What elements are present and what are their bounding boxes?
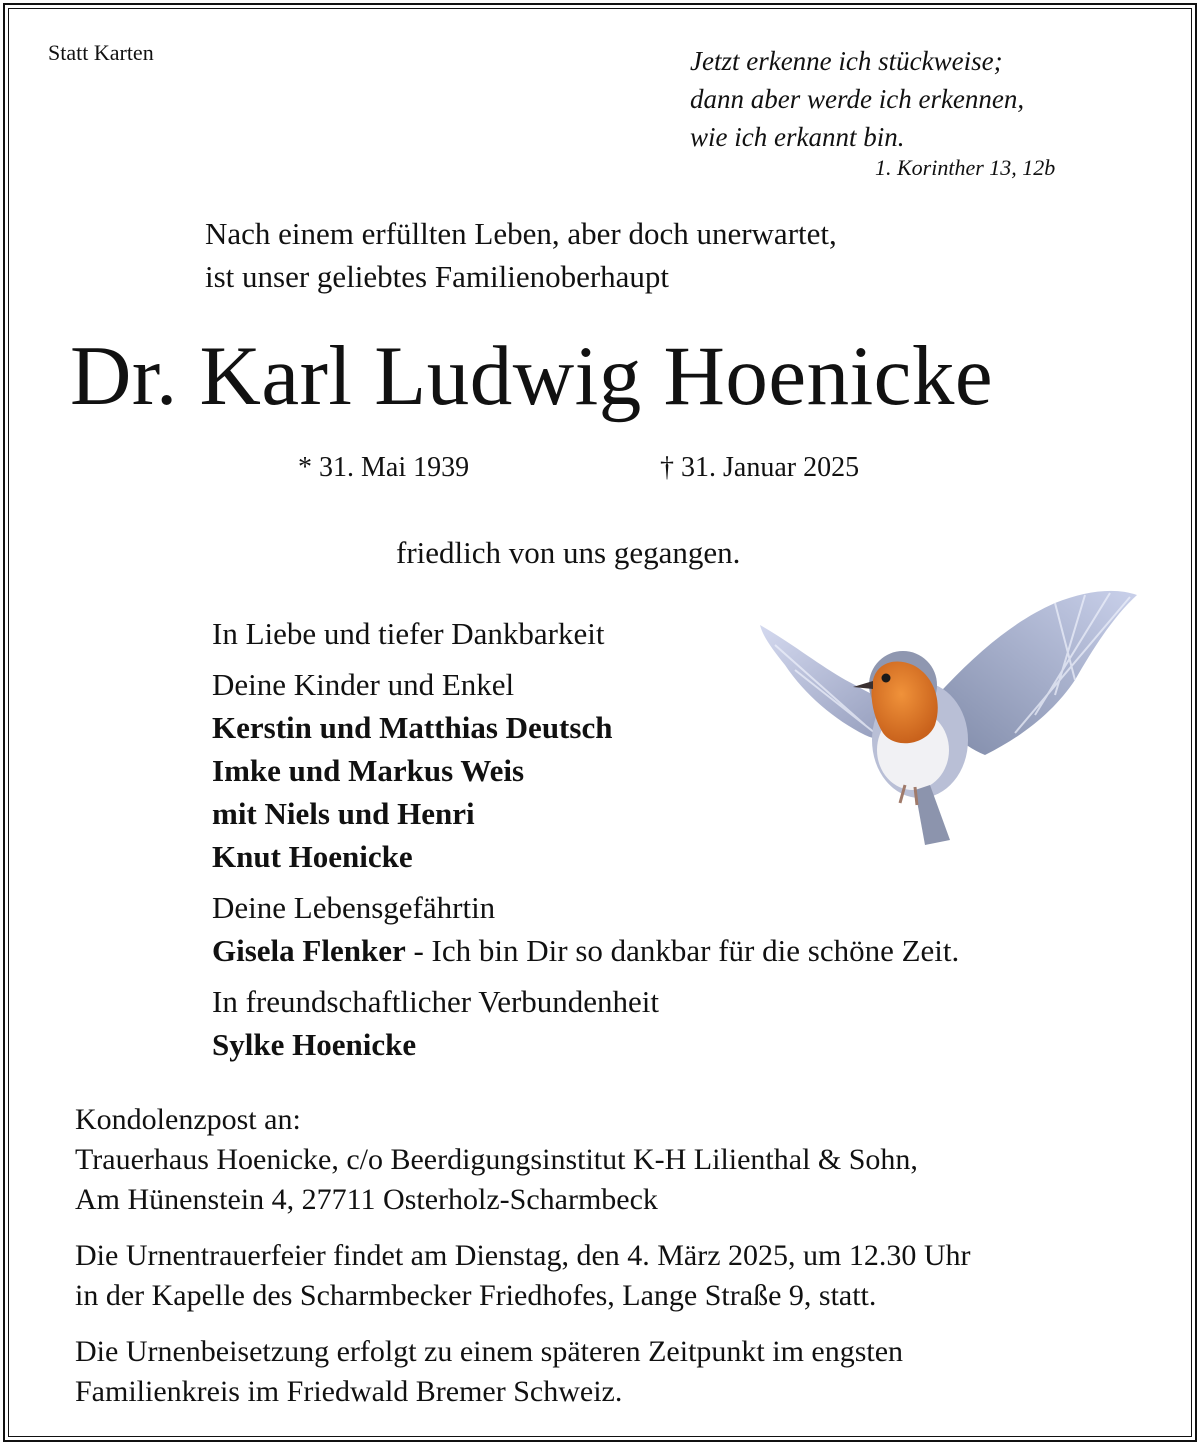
mourners-intro: In Liebe und tiefer Dankbarkeit — [212, 616, 605, 651]
condolence-address-line: Am Hünenstein 4, 27711 Osterholz-Scharmbeck — [75, 1183, 658, 1216]
death-date: † 31. Januar 2025 — [660, 452, 860, 483]
intro-line: Nach einem erfüllten Leben, aber doch unerwartet, — [205, 216, 837, 251]
statt-karten-label: Statt Karten — [48, 40, 154, 65]
mourner-name: Sylke Hoenicke — [212, 1027, 417, 1062]
verse-line: Jetzt erkenne ich stückweise; — [690, 46, 1003, 76]
bible-verse — [690, 42, 1024, 156]
verse-line: dann aber werde ich erkennen, — [690, 84, 1025, 114]
condolence-label: Kondolenzpost an: — [75, 1103, 301, 1136]
birth-date: * 31. Mai 1939 — [298, 452, 470, 483]
passing-text: friedlich von uns gegangen. — [396, 535, 741, 570]
intro-line: ist unser geliebtes Familienoberhaupt — [205, 259, 670, 294]
mourner-name: Knut Hoenicke — [212, 839, 413, 874]
ceremony-line: Die Urnentrauerfeier findet am Dienstag, den 4. März 2025, um 12.30 Uhr — [75, 1239, 971, 1272]
bottom-info — [75, 1100, 971, 1412]
verse-reference: 1. Korinther 13, 12b — [875, 155, 1056, 180]
partner-line — [212, 929, 959, 972]
mourners-relation: In freundschaftlicher Verbundenheit — [212, 984, 660, 1019]
robin-illustration — [755, 585, 1145, 850]
partner-note: - Ich bin Dir so dankbar für die schöne Zeit. — [405, 933, 960, 968]
mourner-name: Imke und Markus Weis — [212, 753, 525, 788]
condolence-address-line: Trauerhaus Hoenicke, c/o Beerdigungsinstitut K-H Lilienthal & Sohn, — [75, 1143, 918, 1176]
verse-line: wie ich erkannt bin. — [690, 122, 905, 152]
deceased-name: Dr. Karl Ludwig Hoenicke — [70, 329, 994, 423]
burial-line: Familienkreis im Friedwald Bremer Schweiz. — [75, 1375, 623, 1408]
burial-line: Die Urnenbeisetzung erfolgt zu einem späteren Zeitpunkt im engsten — [75, 1335, 904, 1368]
mourner-name: Kerstin und Matthias Deutsch — [212, 710, 613, 745]
mourner-name: Gisela Flenker — [212, 933, 406, 968]
mourners-relation: Deine Lebensgefährtin — [212, 890, 496, 925]
mourners-relation: Deine Kinder und Enkel — [212, 667, 515, 702]
mourner-name: mit Niels und Henri — [212, 796, 475, 831]
intro-text — [205, 212, 837, 298]
ceremony-line: in der Kapelle des Scharmbecker Friedhofes, Lange Straße 9, statt. — [75, 1279, 877, 1312]
